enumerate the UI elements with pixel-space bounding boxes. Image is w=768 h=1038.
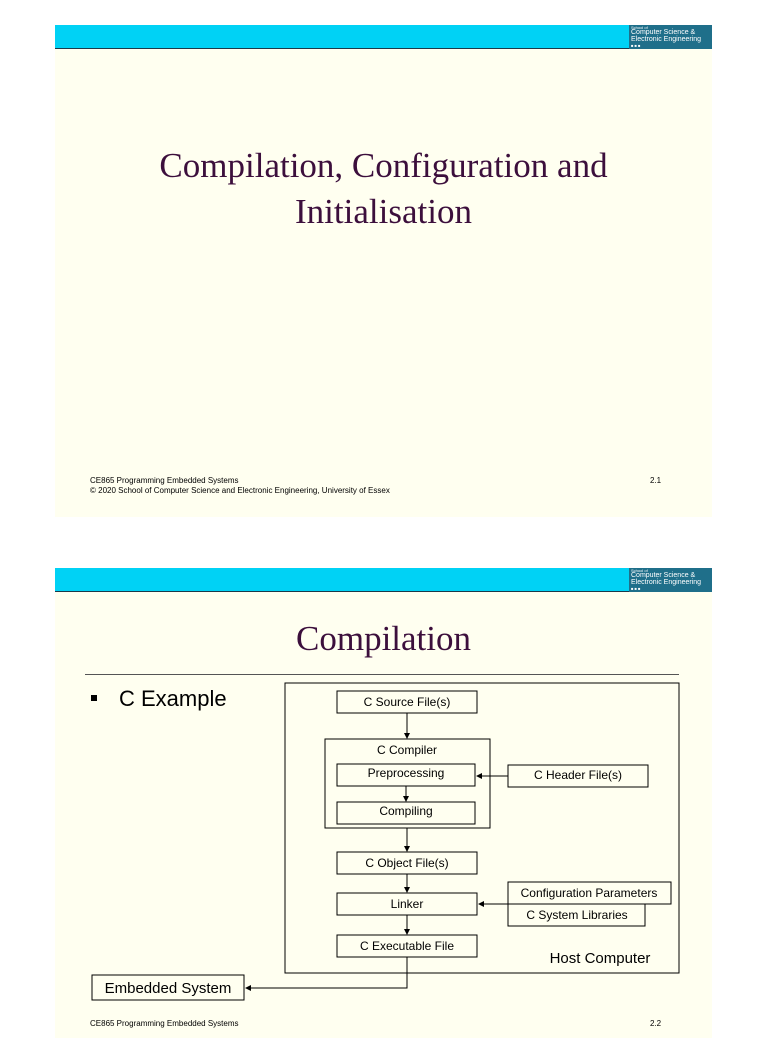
slide-2-title: Compilation — [296, 619, 471, 658]
config-parameters-label: Configuration Parameters — [520, 886, 658, 900]
preprocessing-label: Preprocessing — [367, 766, 445, 780]
slide-1 — [55, 25, 712, 517]
embedded-system-label: Embedded System — [104, 980, 232, 997]
logo-line-1: Computer Science & — [631, 572, 696, 579]
footer-copyright: © 2020 School of Computer Science and Electronic Engineering, University of Essex — [90, 486, 390, 495]
bullet-text: C Example — [119, 686, 227, 711]
logo-line-1: Computer Science & — [631, 29, 696, 36]
slide-2-page-number: 2.2 — [650, 1019, 662, 1028]
compiling-label: Compiling — [379, 804, 433, 818]
slide-1-title — [55, 143, 712, 235]
school-logo — [629, 25, 712, 49]
logo-line-3: ■ ■ ■ — [631, 43, 641, 48]
slide-1-footer — [90, 476, 390, 496]
slide-1-title-line-2: Initialisation — [295, 192, 472, 231]
system-libraries-label: C System Libraries — [526, 908, 628, 922]
logo-line-0: School of — [631, 25, 648, 30]
logo-line-3: ■ ■ ■ — [631, 586, 641, 591]
host-computer-label: Host Computer — [549, 950, 651, 967]
slide-1-title-line-1: Compilation, Configuration and — [159, 146, 608, 185]
slide-1-page-number: 2.1 — [650, 476, 662, 485]
executable-file-label: C Executable File — [359, 939, 455, 953]
linker-label: Linker — [390, 897, 424, 911]
header-files-label: C Header File(s) — [533, 768, 623, 782]
logo-line-2: Electronic Engineering — [631, 36, 702, 43]
slide-2-footer: CE865 Programming Embedded Systems — [90, 1019, 239, 1028]
source-files-label: C Source File(s) — [363, 695, 451, 709]
compilation-flow-diagram — [55, 568, 712, 1038]
footer-course: CE865 Programming Embedded Systems — [90, 476, 239, 485]
header-bar — [55, 25, 712, 49]
logo-line-0: School of — [631, 568, 648, 573]
slide-2 — [55, 568, 712, 1038]
object-files-label: C Object File(s) — [365, 856, 449, 870]
logo-line-2: Electronic Engineering — [631, 579, 702, 586]
compiler-label: C Compiler — [376, 743, 438, 757]
